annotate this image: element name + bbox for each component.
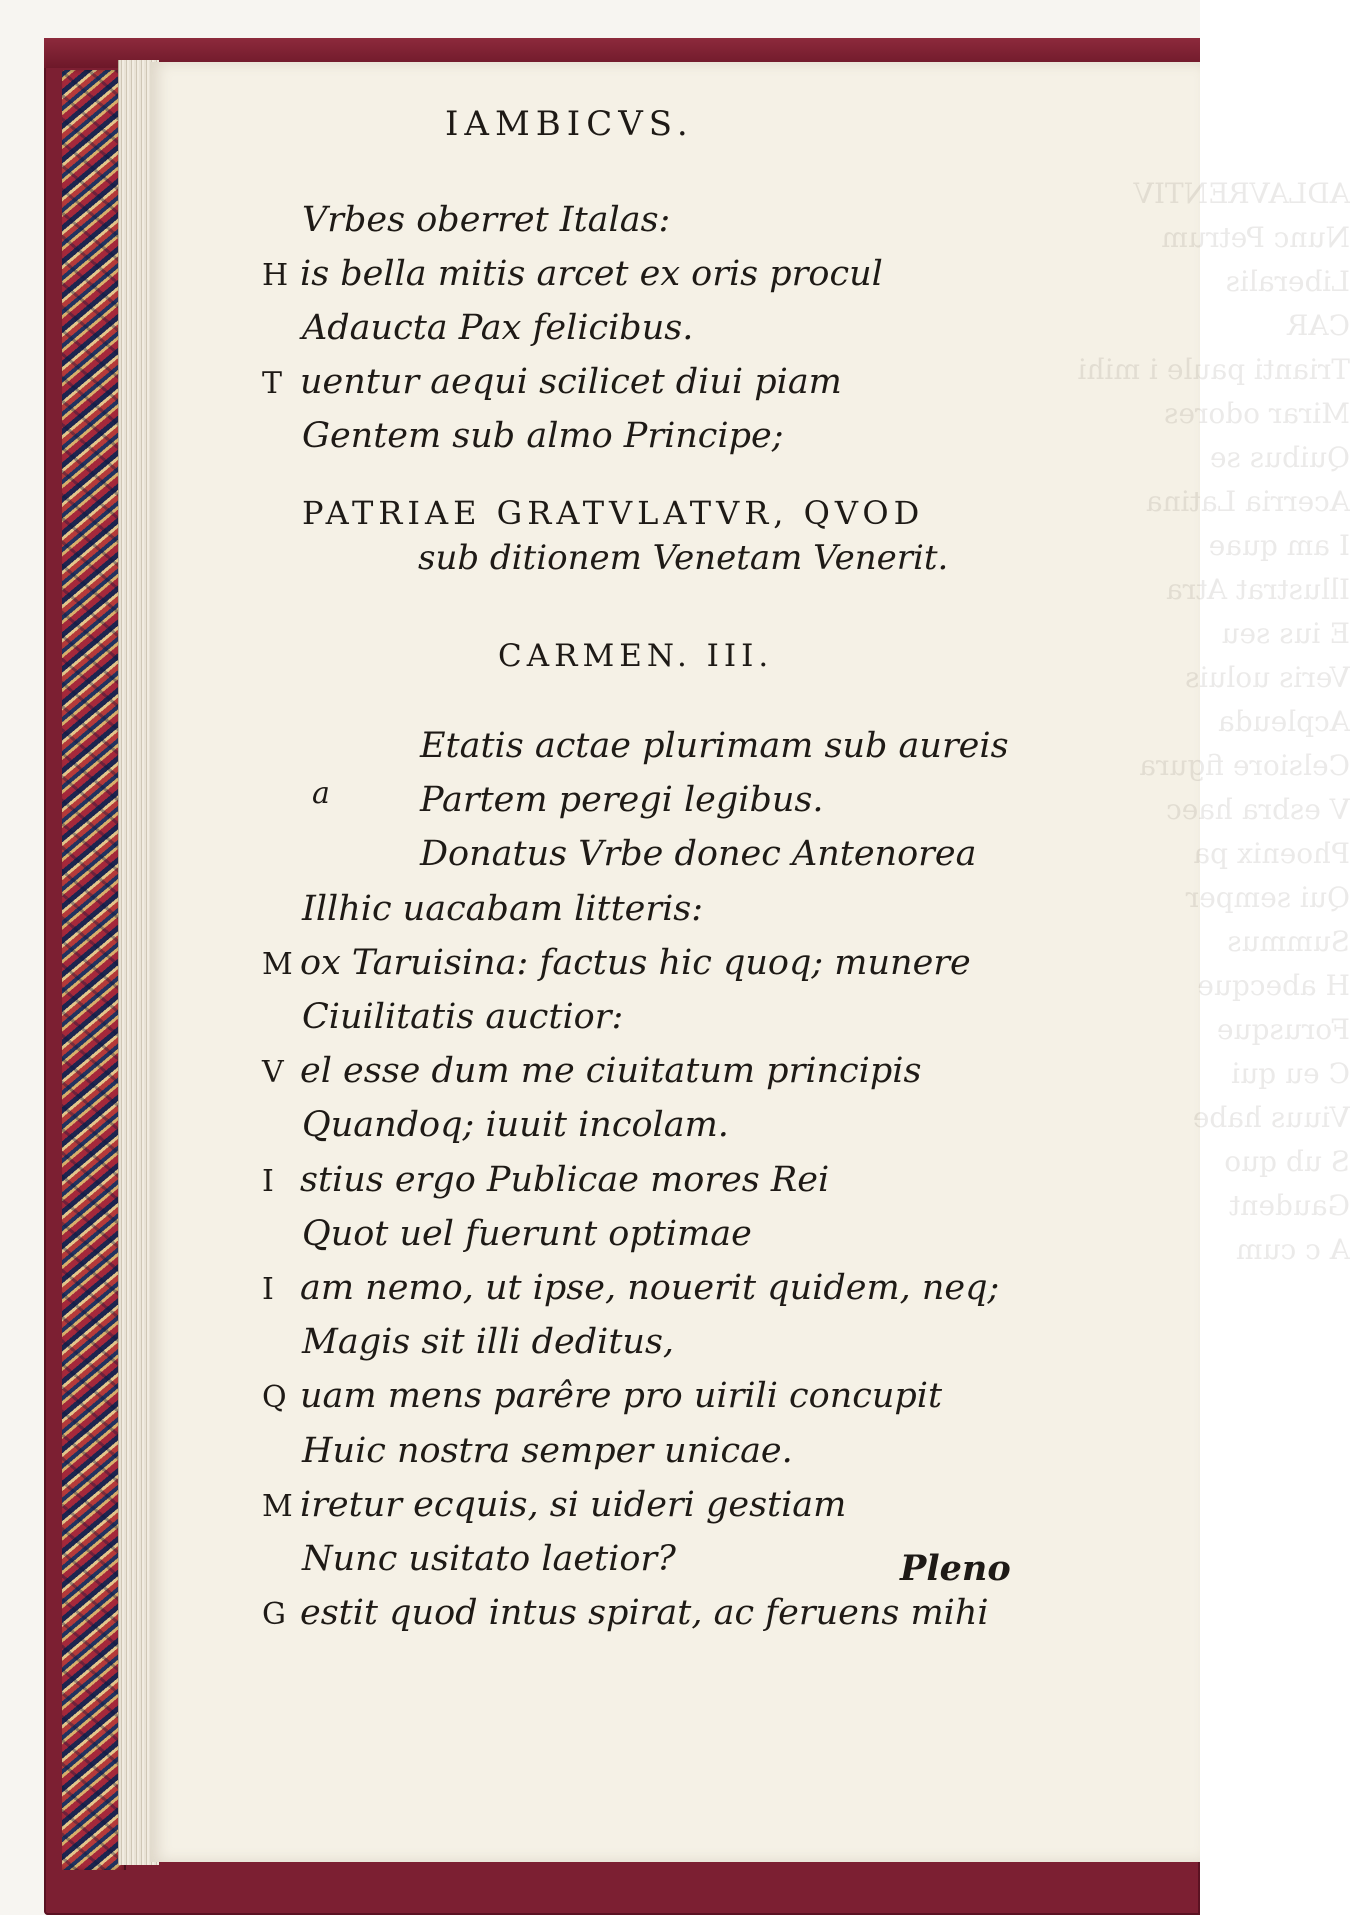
verse-line: uentur aequi scilicet diui piam xyxy=(300,362,842,402)
verse-initial: H xyxy=(262,258,289,293)
verse-line: ox Taruisina: factus hic quoq; munere xyxy=(300,942,971,983)
verse-line: Ciuilitatis auctior: xyxy=(302,997,624,1037)
verse-line: Quot uel fuerunt optimae xyxy=(302,1213,752,1254)
verse-initial: Q xyxy=(262,1380,287,1416)
verse-initial: V xyxy=(262,1055,284,1091)
poem-heading-line2: sub ditionem Venetam Venerit. xyxy=(418,538,949,578)
poem-heading-line1: PATRIAE GRATVLATVR, QVOD xyxy=(302,494,925,532)
verse-line: Magis sit illi deditus, xyxy=(302,1322,675,1363)
verse-initial: M xyxy=(262,1488,293,1524)
verse-initial: I xyxy=(262,1272,274,1307)
verse-line: Adaucta Pax felicibus. xyxy=(302,308,694,348)
running-head: IAMBICVS. xyxy=(445,104,694,144)
verse-line: Huic nostra semper unicae. xyxy=(302,1430,793,1471)
verse-line: stius ergo Publicae mores Rei xyxy=(300,1159,830,1200)
catchword: Pleno xyxy=(900,1548,1011,1589)
verse-line: Donatus Vrbe donec Antenorea xyxy=(420,834,977,875)
verse-line: Vrbes oberret Italas: xyxy=(302,200,671,240)
verse-line: iretur ecquis, si uideri gestiam xyxy=(300,1484,847,1525)
marbled-endpaper xyxy=(62,70,126,1870)
margin-note: a xyxy=(312,776,330,811)
verse-initial: I xyxy=(262,1163,274,1199)
verse-initial: M xyxy=(262,946,293,982)
verse-line: Nunc usitato laetior? xyxy=(302,1539,676,1579)
verse-line: Gentem sub almo Principe; xyxy=(302,416,784,456)
verse-initial: T xyxy=(262,366,283,401)
verse-line: is bella mitis arcet ex oris procul xyxy=(300,254,883,294)
verse-line: Partem peregi legibus. xyxy=(420,780,824,821)
verse-line: uam mens parêre pro uirili concupit xyxy=(300,1376,943,1417)
show-through-texture: ADLAVRENTIV Nunc Petrum Liberalis CAR Trianti paule i mihi Mirar odores Quibus se Acerria Latina I am quae Illustrat Atra E ius seu Veris uoluis Acpleuda Celsiore figura V esbra haec Phoenix pa Qui semper Summus H abecque Forusque C eu qui Viuus habe S ub quo Gaudent A c cum xyxy=(1077,177,1350,1266)
verse-line: Illhic uacabam litteris: xyxy=(302,888,704,929)
carmen-title: CARMEN. III. xyxy=(498,638,774,674)
verse-line: estit quod intus spirat, ac feruens mihi xyxy=(300,1593,989,1634)
verse-line: am nemo, ut ipse, nouerit quidem, neq; xyxy=(300,1268,1000,1308)
verse-line: Etatis actae plurimam sub aureis xyxy=(420,726,1009,766)
verse-line: el esse dum me ciuitatum principis xyxy=(300,1051,922,1092)
verse-initial: G xyxy=(262,1597,286,1633)
verse-line: Quandoq; iuuit incolam. xyxy=(302,1105,729,1146)
